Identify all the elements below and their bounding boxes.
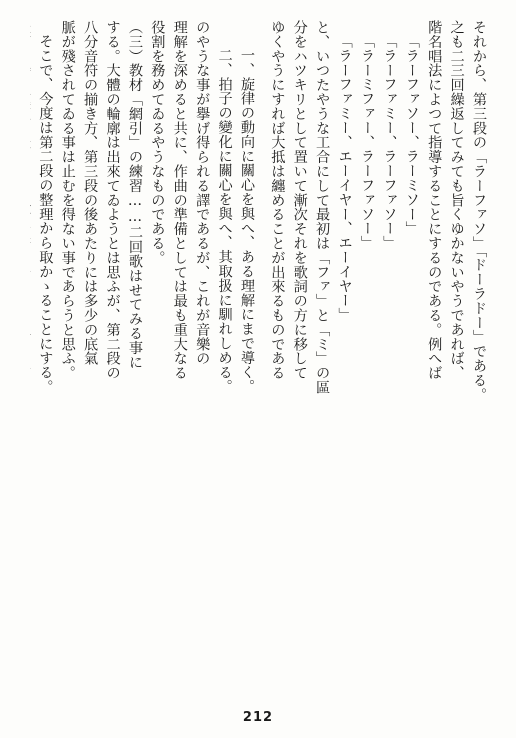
text-line: [30, 20, 34, 700]
text-line: 分をハツキリとして置いて漸次それを歌詞の方に移して: [291, 20, 308, 380]
list-item: 一、旋律の動向に關心を與へ、ある理解にまで導く。: [239, 48, 255, 394]
solfege-example-line: 「ラーミファー、ラーファソー」: [358, 34, 375, 250]
solfege-example-line: 「ラーファソー、ラーミソー」: [403, 34, 420, 236]
text-line: 階名唱法によつて指導することにするのである。例へば: [426, 20, 443, 380]
solfege-example-line: 「ラーファミー、ラーファソー」: [381, 34, 398, 250]
section-heading-line: （三）教材「網引」の練習……二回歌はせてみる事に: [126, 20, 143, 370]
right-text-block: [268, 20, 490, 700]
text-line: 理解を深めると共に、作曲の準備としては最も重大なる: [171, 20, 188, 380]
list-item: 二、拍子の變化に關心を與へ、其取扱に馴れしめる。: [216, 48, 233, 394]
text-line: と、いつたやうな工合にして最初は「ファ」と「ミ」の區: [314, 20, 331, 395]
solfege-example-line: 「ラーファミー、エーイヤー、エーイヤー」: [336, 34, 353, 322]
text-line: のやうな事が擧げ得られる譯であるが、これが音樂の: [194, 20, 211, 366]
page-number: 212: [242, 710, 274, 725]
text-line: 八分音符の揃き方、第三段の後あたりには多少の底氣: [82, 20, 99, 366]
text-line: 脈が殘されてゐる事は止むを得ない事であらうと思ふ。: [59, 20, 76, 380]
text-line: 役割を務めてゐるやうなものである。: [149, 20, 166, 265]
text-line: そこで、今度は第二段の整理から取かゝることにする。: [37, 34, 54, 394]
text-line: 之も二三回繰返してみても旨くゆかないやうであれば、: [448, 20, 465, 380]
left-text-block: [30, 20, 258, 700]
text-line: する。大體の輪廓は出來てゐようとは思ふが、第二段の: [104, 20, 121, 380]
text-line: それから、第三段の「ラーファソ」「ドーラドー」である。: [471, 20, 487, 402]
text-line: ゆくやうにすれば大抵は纏めることが出來るものである: [269, 20, 286, 380]
